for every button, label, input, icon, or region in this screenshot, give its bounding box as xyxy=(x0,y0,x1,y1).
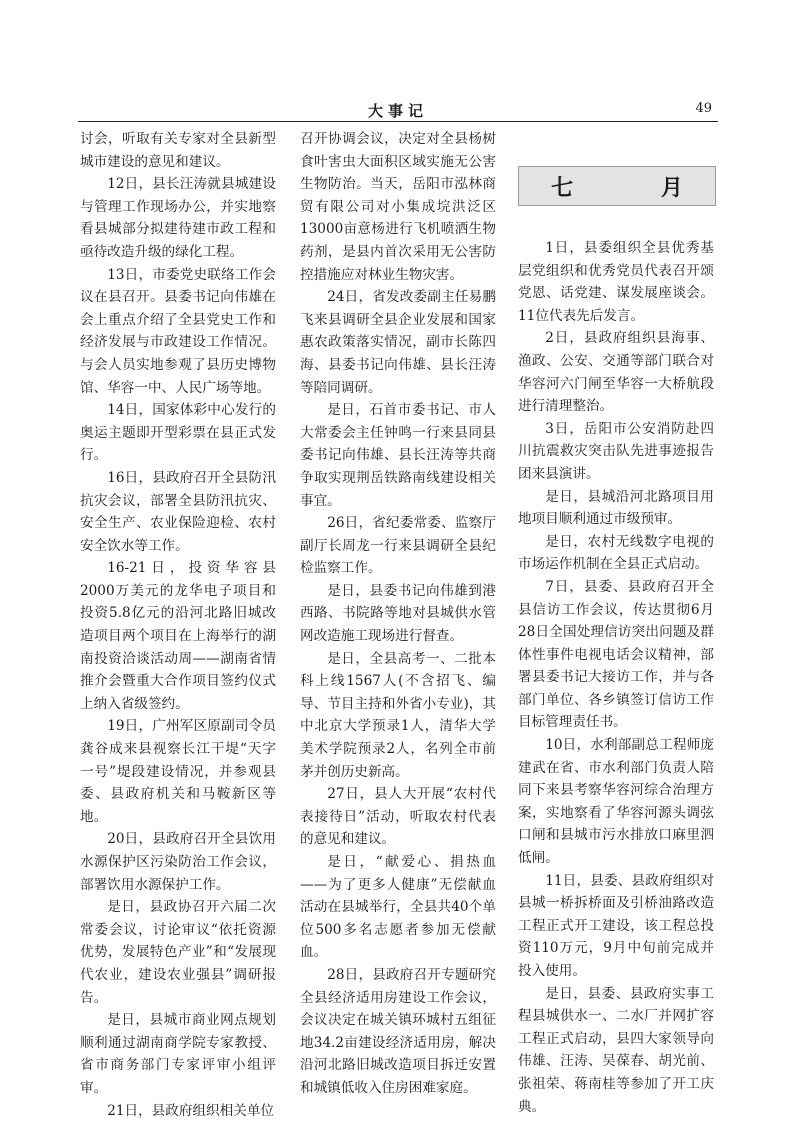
paragraph: 12日，县长汪涛就县城建设与管理工作现场办公，并实地察看县城部分拟建待建市政工程和亟待改造升级的绿化工程。 xyxy=(80,176,276,260)
paragraph: 16-21日，投资华容县2000万美元的龙华电子项目和投资5.8亿元的沿河北路旧城改造项目两个项目在上海举行的湖南投资洽谈活动周——湖南省情推介会暨重大合作项目签约仪式上纳入省级签约。 xyxy=(80,560,276,712)
paragraph: 是日，县委、县政府实事工程县城供水一、二水厂并网扩容工程正式启动，县四大家领导向伟雄、汪涛、吴葆春、胡光前、张祖荣、蒋南桂等参加了开工庆典。 xyxy=(518,985,714,1115)
paragraph: 2日，县政府组织县海事、渔政、公安、交通等部门联合对华容河六门闸至华容一大桥航段进行清理整治。 xyxy=(518,330,714,415)
paragraph: 7日，县委、县政府召开全县信访工作会议，传达贯彻6月28日全国处理信访突出问题及群体性事件电视电话会议精神，部署县委书记大接访工作，并与各部门单位、各乡镇签订信访工作目标管理责任书。 xyxy=(518,578,714,731)
page-number: 49 xyxy=(695,101,712,116)
paragraph: 27日，县人大开展“农村代表接待日”活动，听取农村代表的意见和建议。 xyxy=(300,786,496,848)
paragraph: 19日，广州军区原副司令员龚谷成来县视察长江干堤“天字一号”堤段建设情况，并参观县委、县政府机关和马鞍新区等地。 xyxy=(80,718,276,825)
paragraph: 11日，县委、县政府组织对县城一桥拆桥面及引桥油路改造工程正式开工建设，该工程总投资110万元，9月中旬前完成并投入使用。 xyxy=(518,872,714,979)
paragraph: 讨会，听取有关专家对全县新型城市建设的意见和建议。 xyxy=(80,131,276,170)
month-heading-box xyxy=(518,166,723,206)
paragraph: 24日，省发改委副主任易鹏飞来县调研全县企业发展和国家惠农政策落实情况，副市长陈四海、县委书记向伟雄、县长汪涛等陪同调研。 xyxy=(300,289,496,396)
text-column-left xyxy=(80,128,276,1122)
paragraph: 是日，石首市委书记、市人大常委会主任钟鸣一行来县同县委书记向伟雄、县长汪涛等共商争取实现荆岳铁路南线建设相关事宜。 xyxy=(300,402,496,509)
paragraph: 14日，国家体彩中心发行的奥运主题即开型彩票在县正式发行。 xyxy=(80,402,276,464)
paragraph: 26日，省纪委常委、监察厅副厅长周龙一行来县调研全县纪检监察工作。 xyxy=(300,515,496,577)
paragraph: 召开协调会议，决定对全县杨树食叶害虫大面积区域实施无公害生物防治。当天，岳阳市泓林商贸有限公司对小集成垸洪泛区13000亩意杨进行飞机喷洒生物药剂，是县内首次采用无公害防控措施应对林业生物灾害。 xyxy=(300,131,496,283)
text-column-middle xyxy=(300,128,496,1100)
paragraph: 10日，水利部副总工程师庞建武在省、市水利部门负责人陪同下来县考察华容河综合治理方案，实地察看了华容河源头调弦口闸和县城市污水排放口麻里泗低闸。 xyxy=(518,737,714,867)
paragraph: 是日，全县高考一、二批本科上线1567人(不含招飞、编导、节目主持和外省小专业)，其中北京大学预录1人，清华大学美术学院预录2人，名列全市前茅并创历史新高。 xyxy=(300,650,496,780)
paragraph: 13日，市委党史联络工作会议在县召开。县委书记向伟雄在会上重点介绍了全县党史工作和经济发展与市政建设工作情况。与会人员实地参观了县历史博物馆、华容一中、人民广场等地。 xyxy=(80,266,276,396)
paragraph: 3日，岳阳市公安消防赴四川抗震救灾突击队先进事迹报告团来县演讲。 xyxy=(518,420,714,482)
paragraph: 是日，县政协召开六届二次常委会议，讨论审议“依托资源优势，发展特色产业”和“发展现代农业，建设农业强县”调研报告。 xyxy=(80,899,276,1006)
running-header xyxy=(78,100,718,122)
header-divider xyxy=(78,121,718,122)
paragraph: 是日，县委书记向伟雄到港西路、书院路等地对县城供水管网改造施工现场进行督查。 xyxy=(300,582,496,645)
paragraph: 28日，县政府召开专题研究全县经济适用房建设工作会议，会议决定在城关镇环城村五组征地34.2亩建设经济适用房，解决沿河北路旧城改造项目拆迁安置和城镇低收入住房困难家庭。 xyxy=(300,966,496,1096)
paragraph: 是日，县城市商业网点规划顺利通过湖南商学院专家教授、省市商务部门专家评审小组评审。 xyxy=(80,1012,276,1096)
paragraph: 20日，县政府召开全县饮用水源保护区污染防治工作会议，部署饮用水源保护工作。 xyxy=(80,831,276,893)
paragraph: 21日，县政府组织相关单位 xyxy=(107,1102,275,1119)
paragraph: 1日，县委组织全县优秀基层党组织和优秀党员代表召开颂党恩、话党建、谋发展座谈会。11位代表先后发言。 xyxy=(518,240,714,324)
paragraph: 是日，县城沿河北路项目用地项目顺利通过市级预审。 xyxy=(518,488,714,528)
paragraph: 16日，县政府召开全县防汛抗灾会议，部署全县防汛抗灾、安全生产、农业保险迎检、农村安全饮水等工作。 xyxy=(80,469,276,554)
text-column-right xyxy=(518,237,714,1118)
header-title: 大事记 xyxy=(367,102,428,120)
month-heading: 七 月 xyxy=(551,174,723,201)
paragraph: 是日，“献爱心、捐热血——为了更多人健康”无偿献血活动在县城举行，全县共40个单位500多名志愿者参加无偿献血。 xyxy=(300,854,496,961)
paragraph: 是日，农村无线数字电视的市场运作机制在全县正式启动。 xyxy=(518,533,714,573)
